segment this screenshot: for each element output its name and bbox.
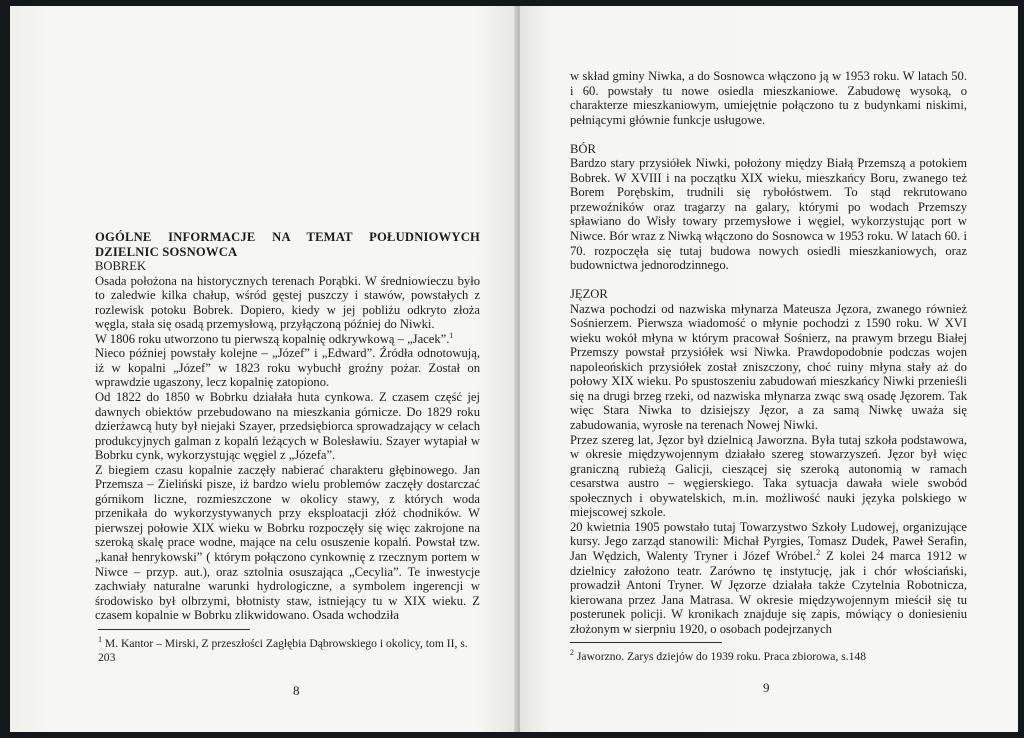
paragraph: Nazwa pochodzi od nazwiska młynarza Mateusza Jęzora, zwanego również Sośnierzem. Pierwsza wiadomość o młynie pochodzi z 1590 roku. W XVI wieku wokół młyna w którym pracował Sośnierz, na prawym brzegu Białej Przemszy powstał przysiółek wsi Niwka. Prawdopodobnie podczas wojen napoleońskich przysiółek został zniszczony, choć ruiny młyna stały aż do połowy XIX wieku. Po spustoszeniu zabudowań mieszkańcy Niwki przenieśli się na drugi brzeg rzeki, od nazwiska młynarza zwąc swą osadę Jęzorem. Tak więc Stara Niwka to dzisiejszy Jęzor, a za samą Niwkę uważa się zabudowania, wyrosłe na terenach Nowej Niwki. xyxy=(570,301,967,433)
footnote-marker: 2 xyxy=(816,547,821,557)
footnote xyxy=(98,637,483,665)
paragraph-text: Z kolei 24 marca 1912 w dzielnicy założono teatr. Zarówno tę instytucję, jak i chór włościański, prowadził Antoni Tryner. W Jęzorze działała także Czytelnia Robotnicza, kierowana przez Jana Matrasa. W okresie międzywojennym mieścił się tu posterunek policji. W kronikach znajduje się zapis, mówiący o doniesieniu złożonym w sierpniu 1920, o osobach podejrzanych xyxy=(570,548,967,636)
page-number: 8 xyxy=(293,683,300,698)
left-page xyxy=(10,6,518,732)
footnote-divider xyxy=(98,629,250,630)
footnote-number: 2 xyxy=(570,648,574,658)
paragraph-text: W 1806 roku utworzono tu pierwszą kopalnię odkrywkową – „Jacek”. xyxy=(95,331,450,346)
paragraph xyxy=(95,332,480,347)
footnote-number: 1 xyxy=(98,635,102,645)
right-page-text xyxy=(570,69,967,636)
paragraph: Nieco później powstały kolejne – „Józef” i „Edward”. Źródła odnotowują, iż w kopalni „Józef” w 1823 roku wybuchł groźny pożar. Został on wprawdzie ugaszony, lecz kopalnię zatopiono. xyxy=(95,346,480,390)
paragraph: Od 1822 do 1850 w Bobrku działała huta cynkowa. Z czasem część jej dawnych obiektów przebudowano na mieszkania górnicze. Do 1829 roku dzierżawcą huty był niejaki Szayer, przedsiębiorca sprowadzający w celach produkcyjnych galman z kopalń leżących w Bolesławiu. Szayer wytapiał w Bobrku cynk, wykorzystując węgiel z „Józefa”. xyxy=(95,390,480,463)
paragraph-text: 20 kwietnia 1905 powstało tutaj Towarzystwo Szkoły Ludowej, organizujące kursy. Jego zarząd stanowili: Michał Pyrgies, Tomasz Dudek, Paweł Serafin, Jan Wędzich, Walenty Tryner i Józef Wróbel. xyxy=(570,519,967,563)
page-number: 9 xyxy=(763,680,770,695)
footnote-text: M. Kantor – Mirski, Z przeszłości Zagłębia Dąbrowskiego i okolicy, tom II, s. 203 xyxy=(98,637,468,664)
right-page xyxy=(520,6,1018,732)
section-heading-jezor: JĘZOR xyxy=(570,287,608,302)
paragraph xyxy=(570,520,967,636)
paragraph: Osada położona na historycznych terenach Porąbki. W średniowieczu było to zaledwie kilka chałup, wśród gęstej puszczy i stawów, powstałych z rozlewisk potoku Bobrek. Dopiero, kiedy w jej pobliżu odkryto złoża węgla, stała się osadą przemysłową, przyłączoną później do Niwki. xyxy=(95,273,480,332)
paragraph: w skład gminy Niwka, a do Sosnowca włączono ją w 1953 roku. W latach 50. i 60. powstały tu nowe osiedla mieszkaniowe. Zabudowę wysoką, o charakterze mieszkaniowym, umiejętnie połączono tu z budynkami niskimi, pełniącymi głównie funkcje usługowe. xyxy=(570,69,967,127)
chapter-heading: OGÓLNE INFORMACJE NA TEMAT POŁUDNIOWYCH DZIELNIC SOSNOWCA xyxy=(95,230,480,259)
paragraph: Bardzo stary przysiółek Niwki, położony między Białą Przemszą a potokiem Bobrek. W XVIII i na początku XIX wieku, mieszkańcy Boru, zwanego też Borem Porębskim, trudnili się rybołóstwem. To stąd rekrutowano przewoźników oraz tragarzy na galary, którymi po wodach Przemszy spławiano do Wisły towary przemysłowe i węgiel, wykorzystując port w Niwce. Bór wraz z Niwką włączono do Sosnowca w 1953 roku. W latach 60. i 70. rozpoczęła się tutaj budowa nowych osiedli mieszkaniowych, oraz budownictwa jednorodzinnego. xyxy=(570,156,967,273)
section-heading-bobrek: BOBREK xyxy=(95,259,147,274)
section-heading-bor: BÓR xyxy=(570,141,596,156)
footnote xyxy=(570,650,970,664)
footnote-marker: 1 xyxy=(449,330,454,340)
paragraph: Przez szereg lat, Jęzor był dzielnicą Jaworzna. Była tutaj szkoła podstawowa, w okresie międzywojennym działało szereg stowarzyszeń. Jęzor był więc graniczną rubieżą Galicji, cieszącej się szeroką autonomią w ramach cesarstwa austro – węgierskiego. Taka sytuacja dawała wiele swobód społecznych i obywatelskich, m.in. możliwość nauki języka polskiego w miejscowej szkole. xyxy=(570,432,967,520)
footnote-text: Jaworzno. Zarys dziejów do 1939 roku. Praca zbiorowa, s.148 xyxy=(576,650,867,663)
footnote-divider xyxy=(570,642,722,643)
left-page-text xyxy=(95,230,480,623)
paragraph: Z biegiem czasu kopalnie zaczęły nabierać charakteru głębinowego. Jan Przemsza – Zieliński pisze, iż bardzo wielu problemów zaczęły dostarczać górnikom liczne, rozmieszczone w okolicy stawy, z których woda przenikała do wykorzystywanych przy eksploatacji złóż chodników. W pierwszej połowie XIX wieku w Bobrku rozpoczęły się więc zakrojone na szeroką skalę prace wodne, mające na celu osuszenie kopalń. Powstał tzw. „kanał henrykowski” ( którym połączono cynkownię z rzecznym portem w Niwce – przyp. aut.), oraz sztolnia osuszająca „Cecylia”. Te inwestycje zachwiały naturalne warunki hydrologiczne, a symbolem ingerencji w środowisko był olbrzymi, błotnisty staw, istniejący tu w XIX wieku. Z czasem kopalnie w Bobrku zlikwidowano. Osada wchodziła xyxy=(95,462,480,623)
